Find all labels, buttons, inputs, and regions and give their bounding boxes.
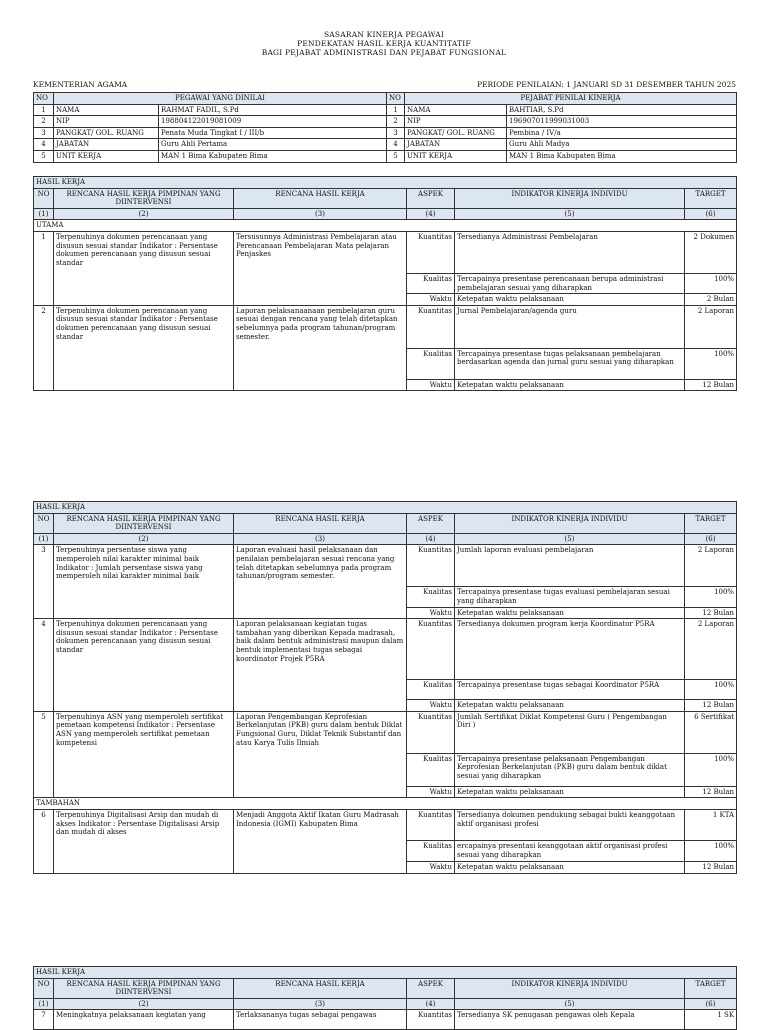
col-header-no: NO: [34, 513, 54, 533]
field-label: NIP: [405, 116, 507, 128]
item-target: 12 Bulan: [685, 607, 737, 619]
item-aspek: Kuantitas: [407, 809, 455, 840]
item-target: 100%: [685, 840, 737, 861]
doc-title-line-2: PENDEKATAN HASIL KERJA KUANTITATIF: [297, 39, 471, 48]
table-row: [34, 545, 737, 587]
col-number: (4): [407, 533, 455, 545]
row-no: 3: [387, 127, 405, 139]
col-number: (5): [455, 208, 685, 220]
item-no: 7: [34, 1010, 54, 1030]
row-no: 1: [387, 104, 405, 116]
col-header-aspek: ASPEK: [407, 513, 455, 533]
item-target: 6 Sertifikat: [685, 711, 737, 753]
item-indikator: Tersedianya Administrasi Pembelajaran: [455, 231, 685, 273]
item-target: 12 Bulan: [685, 700, 737, 712]
item-target: 1 SK: [685, 1010, 737, 1030]
item-no: 4: [34, 619, 54, 712]
col-number: (1): [34, 533, 54, 545]
pegawai-unit: MAN 1 Bima Kabupaten Bima: [159, 150, 387, 162]
item-rencana: Laporan Pengembangan Keprofesian Berkelanjutan (PKB) guru dalam bentuk Diklat Fungsional Guru, Diklat Teknik Substantif dan atau Karya Tulis Ilmiah: [234, 711, 407, 798]
pegawai-jabatan: Guru Ahli Pertama: [159, 139, 387, 151]
item-indikator: Tercapainya presentase pelaksanaan Pengembangan Keprofesian Berkelanjutan (PKB) guru dalam bentuk diklat sesuai yang diharapkan: [455, 753, 685, 786]
item-indikator: Ketepatan waktu pelaksanaan: [455, 861, 685, 873]
period-label: PERIODE PENILAIAN: 1 JANUARI SD 31 DESEMBER TAHUN 2025: [477, 80, 736, 89]
penilai-jabatan: Guru Ahli Madya: [507, 139, 737, 151]
penilai-unit: MAN 1 Bima Kabupaten Bima: [507, 150, 737, 162]
item-rencana: Laporan evaluasi hasil pelaksanaan dan penilaian pembelajaran sesuai rencana yang telah ditetapkan sebelumnya pada program tahunan/program semester.: [234, 545, 407, 619]
table-row: [34, 809, 737, 840]
pegawai-pangkat: Penata Muda Tingkat I / III/b: [159, 127, 387, 139]
col-number: (1): [34, 998, 54, 1010]
item-target: 2 Dokumen: [685, 231, 737, 273]
col-number: (6): [685, 208, 737, 220]
row-no: 2: [34, 116, 54, 128]
row-no: 5: [387, 150, 405, 162]
item-indikator: Jumlah Sertifikat Diklat Kompetensi Guru ( Pengembangan Diri ): [455, 711, 685, 753]
item-rencana: Tersusunnya Administrasi Pembelajaran atau Perencanaan Pembelajaran Mata pelajaran Penjaskes: [234, 231, 407, 305]
col-header-rencana: RENCANA HASIL KERJA: [234, 188, 407, 208]
identity-row: [34, 104, 737, 116]
doc-title-line-1: SASARAN KINERJA PEGAWAI: [323, 30, 445, 39]
row-no: 3: [34, 127, 54, 139]
item-aspek: Kualitas: [407, 273, 455, 293]
item-target: 100%: [685, 680, 737, 700]
item-indikator: Tersedianya dokumen pendukung sebagai bukti keanggotaan aktif organisasi profesi: [455, 809, 685, 840]
agency-name: KEMENTERIAN AGAMA: [33, 80, 128, 89]
row-no: 1: [34, 104, 54, 116]
identity-row: [34, 116, 737, 128]
col-number: (6): [685, 998, 737, 1010]
section-tambahan: TAMBAHAN: [34, 798, 737, 810]
field-label: PANGKAT/ GOL. RUANG: [54, 127, 159, 139]
pegawai-nip: 198804122019081009: [159, 116, 387, 128]
col-header-indikator: INDIKATOR KINERJA INDIVIDU: [455, 978, 685, 998]
item-indikator: ercapainya presentasi keanggotaan aktif organisasi profesi sesuai yang diharapkan: [455, 840, 685, 861]
col-number: (2): [54, 533, 234, 545]
item-aspek: Kuantitas: [407, 545, 455, 587]
item-indikator: Jurnal Pembelajaran/agenda guru: [455, 305, 685, 348]
pegawai-name: RAHMAT FADIL, S.Pd: [159, 104, 387, 116]
item-rencana: Laporan pelaksanaanaan pembelajaran guru sesuai dengan rencana yang telah ditetapkan sebelumnya pada program tahunan/program semester.: [234, 305, 407, 391]
col-number: (5): [455, 533, 685, 545]
col-number: (4): [407, 998, 455, 1010]
item-aspek: Kualitas: [407, 753, 455, 786]
item-aspek: Waktu: [407, 379, 455, 391]
identity-row: [34, 139, 737, 151]
hasil-kerja-table-page-3: [33, 966, 737, 1030]
header-no: NO: [387, 93, 405, 105]
item-indikator: Tercapainya presentase perencanaan berupa administrasi pembelajaran sesuai yang diharapkan: [455, 273, 685, 293]
col-header-indikator: INDIKATOR KINERJA INDIVIDU: [455, 188, 685, 208]
item-indikator: Tercapainya presentase tugas evaluasi pembelajaran sesuai yang diharapkan: [455, 587, 685, 607]
col-header-aspek: ASPEK: [407, 188, 455, 208]
header-pejabat-penilai: PEJABAT PENILAI KINERJA: [405, 93, 737, 105]
col-header-pimpinan: RENCANA HASIL KERJA PIMPINAN YANG DIINTERVENSI: [54, 978, 234, 998]
item-target: 2 Laporan: [685, 305, 737, 348]
item-pimpinan: Terpenuhinya dokumen perencanaan yang disusun sesuai standar Indikator : Persentase dokumen perencanaan yang disusun sesuai standar: [54, 619, 234, 712]
item-aspek: Kualitas: [407, 680, 455, 700]
item-no: 6: [34, 809, 54, 873]
item-pimpinan: Terpenuhinya Digitalisasi Arsip dan mudah di akses Indikator : Persentase Digitalisasi Arsip dan mudah di akses: [54, 809, 234, 873]
col-header-target: TARGET: [685, 978, 737, 998]
table-row: [34, 231, 737, 273]
field-label: JABATAN: [405, 139, 507, 151]
item-indikator: Ketepatan waktu pelaksanaan: [455, 786, 685, 798]
item-target: 1 KTA: [685, 809, 737, 840]
col-number: (2): [54, 208, 234, 220]
item-rencana: Laporan pelaksanaan kegiatan tugas tambahan yang diberikan Kepada madrasah, baik dalam bentuk administrasi maupun dalam bentuk implementasi tugas sebagai koordinator Projek P5RA: [234, 619, 407, 712]
item-no: 1: [34, 231, 54, 305]
penilai-name: BAHTIAR, S.Pd: [507, 104, 737, 116]
item-target: 100%: [685, 753, 737, 786]
item-indikator: Jumlah laporan evaluasi pembelajaran: [455, 545, 685, 587]
item-aspek: Kualitas: [407, 587, 455, 607]
row-no: 4: [34, 139, 54, 151]
col-number: (4): [407, 208, 455, 220]
row-no: 2: [387, 116, 405, 128]
col-header-rencana: RENCANA HASIL KERJA: [234, 978, 407, 998]
identity-table: [33, 92, 737, 163]
col-number: (5): [455, 998, 685, 1010]
item-target: 100%: [685, 348, 737, 379]
item-no: 2: [34, 305, 54, 391]
item-indikator: Tersedianya dokumen program kerja Koordinator P5RA: [455, 619, 685, 680]
item-aspek: Kuantitas: [407, 711, 455, 753]
item-aspek: Kualitas: [407, 840, 455, 861]
item-target: 12 Bulan: [685, 379, 737, 391]
col-header-target: TARGET: [685, 188, 737, 208]
item-no: 5: [34, 711, 54, 798]
item-target: 100%: [685, 587, 737, 607]
col-header-no: NO: [34, 978, 54, 998]
item-aspek: Waktu: [407, 700, 455, 712]
item-indikator: Ketepatan waktu pelaksanaan: [455, 607, 685, 619]
item-target: 100%: [685, 273, 737, 293]
col-header-no: NO: [34, 188, 54, 208]
col-number: (1): [34, 208, 54, 220]
col-number: (3): [234, 533, 407, 545]
item-aspek: Waktu: [407, 786, 455, 798]
col-header-target: TARGET: [685, 513, 737, 533]
field-label: JABATAN: [54, 139, 159, 151]
item-aspek: Kualitas: [407, 348, 455, 379]
table-row: [34, 711, 737, 753]
item-aspek: Kuantitas: [407, 1010, 455, 1030]
field-label: UNIT KERJA: [54, 150, 159, 162]
identity-row: [34, 127, 737, 139]
item-pimpinan: Terpenuhinya dokumen perencanaan yang disusun sesuai standar Indikator : Persentase dokumen perencanaan yang disusun sesuai standar: [54, 231, 234, 305]
item-target: 12 Bulan: [685, 786, 737, 798]
header-pegawai-dinilai: PEGAWAI YANG DINILAI: [54, 93, 387, 105]
doc-title-line-3: BAGI PEJABAT ADMINISTRASI DAN PEJABAT FUNGSIONAL: [261, 48, 507, 57]
row-no: 4: [387, 139, 405, 151]
identity-row: [34, 150, 737, 162]
table-row: [34, 1010, 737, 1030]
field-label: NIP: [54, 116, 159, 128]
item-indikator: Ketepatan waktu pelaksanaan: [455, 294, 685, 306]
col-number: (6): [685, 533, 737, 545]
section-hasil-kerja: HASIL KERJA: [34, 502, 737, 514]
item-indikator: Ketepatan waktu pelaksanaan: [455, 700, 685, 712]
item-target: 2 Laporan: [685, 545, 737, 587]
col-number: (3): [234, 998, 407, 1010]
section-hasil-kerja: HASIL KERJA: [34, 967, 737, 979]
item-target: 2 Laporan: [685, 619, 737, 680]
hasil-kerja-table-page-2: [33, 501, 737, 874]
item-aspek: Kuantitas: [407, 231, 455, 273]
item-aspek: Waktu: [407, 861, 455, 873]
header-no: NO: [34, 93, 54, 105]
item-aspek: Waktu: [407, 607, 455, 619]
item-rencana: Terlaksananya tugas sebagai pengawas: [234, 1010, 407, 1030]
penilai-nip: 196907011999031003: [507, 116, 737, 128]
item-indikator: Ketepatan waktu pelaksanaan: [455, 379, 685, 391]
col-header-aspek: ASPEK: [407, 978, 455, 998]
field-label: PANGKAT/ GOL. RUANG: [405, 127, 507, 139]
item-rencana: Menjadi Anggota Aktif Ikatan Guru Madrasah Indonesia (IGMI) Kabupaten Bima: [234, 809, 407, 873]
item-indikator: Tercapainya presentase tugas sebagai Koordinator P5RA: [455, 680, 685, 700]
table-row: [34, 305, 737, 348]
col-number: (2): [54, 998, 234, 1010]
item-pimpinan: Terpenuhinya ASN yang memperoleh sertifikat pemetaan kompetensi Indikator : Persentase ASN yang memperoleh sertifikat pemetaan kompetensi: [54, 711, 234, 798]
col-header-indikator: INDIKATOR KINERJA INDIVIDU: [455, 513, 685, 533]
item-indikator: Tercapainya presentase tugas pelaksanaan pembelajaran berdasarkan agenda dan jurnal guru sesuai yang diharapkan: [455, 348, 685, 379]
item-pimpinan: Terpenuhinya persentase siswa yang memperoleh nilai karakter minimal baik Indikator : Jumlah persentase siswa yang memperoleh nilai karakter minimal baik: [54, 545, 234, 619]
table-row: [34, 619, 737, 680]
penilai-pangkat: Pembina / IV/a: [507, 127, 737, 139]
col-header-rencana: RENCANA HASIL KERJA: [234, 513, 407, 533]
item-pimpinan: Meningkatnya pelaksanaan kegiatan yang: [54, 1010, 234, 1030]
field-label: UNIT KERJA: [405, 150, 507, 162]
item-indikator: Tersedianya SK penugasan pengawas oleh Kepala: [455, 1010, 685, 1030]
item-aspek: Kuantitas: [407, 305, 455, 348]
row-no: 5: [34, 150, 54, 162]
item-pimpinan: Terpenuhinya dokumen perencanaan yang disusun sesuai standar Indikator : Persentase dokumen perencanaan yang disusun sesuai standar: [54, 305, 234, 391]
item-no: 3: [34, 545, 54, 619]
item-aspek: Waktu: [407, 294, 455, 306]
section-hasil-kerja: HASIL KERJA: [34, 177, 737, 189]
field-label: NAMA: [54, 104, 159, 116]
col-header-pimpinan: RENCANA HASIL KERJA PIMPINAN YANG DIINTERVENSI: [54, 513, 234, 533]
field-label: NAMA: [405, 104, 507, 116]
col-header-pimpinan: RENCANA HASIL KERJA PIMPINAN YANG DIINTERVENSI: [54, 188, 234, 208]
section-utama: UTAMA: [34, 220, 737, 232]
col-number: (3): [234, 208, 407, 220]
item-target: 2 Bulan: [685, 294, 737, 306]
hasil-kerja-table-page-1: [33, 176, 737, 391]
item-target: 12 Bulan: [685, 861, 737, 873]
item-aspek: Kuantitas: [407, 619, 455, 680]
